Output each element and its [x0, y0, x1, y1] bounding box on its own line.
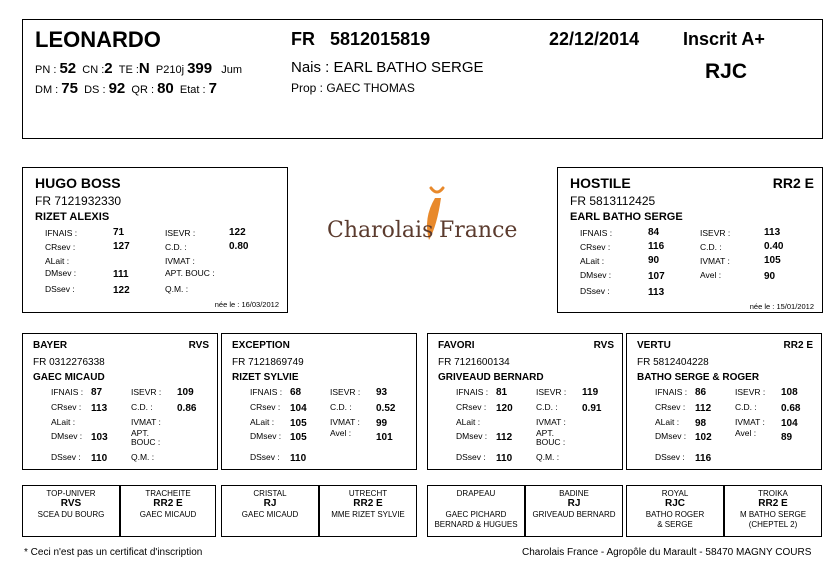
stat-label: ALait :: [456, 417, 481, 427]
great-grandparent-card: [525, 485, 623, 537]
sire-owner: RIZET ALEXIS: [35, 211, 110, 223]
great-grandparent-card: [221, 485, 319, 537]
sire-name: HUGO BOSS: [35, 175, 121, 191]
dam-dmsev: 107: [648, 271, 665, 282]
grandparent-dmsev: 102: [695, 432, 712, 443]
grandparent-registration: FR 7121600134: [438, 357, 510, 368]
stat-label: DMsev :: [655, 431, 687, 441]
great-grandparent-owner: GAEC MICAUD: [139, 510, 197, 519]
grandparent-dssev: 110: [290, 453, 307, 464]
grandparent-ifnais: 86: [695, 387, 707, 398]
great-grandparent-grade: RR2 E: [153, 498, 183, 509]
grandparent-avel: 101: [376, 432, 393, 443]
stat-label: IFNAIS :: [655, 387, 688, 397]
great-grandparent-card: [120, 485, 216, 537]
dam-crsev: 116: [648, 241, 665, 252]
sire-registration: FR 7121932330: [35, 194, 122, 208]
grandparent-isevr: 109: [177, 387, 194, 398]
stat-label: CRsev :: [250, 402, 281, 412]
stat-label: ISEVR :: [330, 387, 361, 397]
grandparent-alait: 98: [695, 418, 707, 429]
grandparent-name: EXCEPTION: [232, 340, 290, 351]
grandparent-ivmat: 104: [781, 418, 798, 429]
stat-label: Q.M. :: [131, 452, 155, 462]
logo-text-left: Charolais: [327, 218, 434, 243]
grandparent-ifnais: 81: [496, 387, 508, 398]
great-grandparent-name: ROYAL: [661, 489, 689, 498]
dam-alait: 90: [648, 255, 660, 266]
grandparent-crsev: 104: [290, 403, 307, 414]
stat-label: C.D. :: [735, 402, 757, 412]
sire-cd: 0.80: [229, 241, 249, 252]
footer-address: Charolais France - Agropôle du Marault - 58470 MAGNY COURS: [522, 547, 812, 558]
grandparent-owner: RIZET SYLVIE: [232, 372, 299, 383]
stat-label: Q.M. :: [165, 284, 189, 294]
great-grandparent-name: TOP-UNIVER: [46, 489, 96, 498]
grandparent-avel: 89: [781, 432, 793, 443]
grandparent-isevr: 119: [582, 387, 599, 398]
inscription-status: Inscrit A+: [683, 29, 765, 49]
dam-isevr: 113: [764, 227, 781, 238]
great-grandparent-name: TRACHEITE: [145, 489, 191, 498]
dam-avel: 90: [764, 271, 776, 282]
grandparent-ivmat: 99: [376, 418, 388, 429]
stat-label: CRsev :: [655, 402, 686, 412]
stat-label: IFNAIS :: [250, 387, 283, 397]
grandparent-owner: GAEC MICAUD: [33, 372, 105, 383]
great-grandparent-owner: SCEA DU BOURG: [37, 510, 105, 519]
stat-label: C.D. :: [536, 402, 558, 412]
stat-label: C.D. :: [165, 242, 187, 252]
great-grandparent-name: DRAPEAU: [456, 489, 496, 498]
grandparent-dssev: 116: [695, 453, 712, 464]
sire-card: [22, 167, 288, 313]
grandparent-ifnais: 87: [91, 387, 103, 398]
dam-cd: 0.40: [764, 241, 784, 252]
stat-label: C.D. :: [131, 402, 153, 412]
footer-note: * Ceci n'est pas un certificat d'inscription: [24, 547, 203, 558]
grandparent-ifnais: 68: [290, 387, 302, 398]
stat-label: DSsev :: [51, 452, 81, 462]
grandparent-dmsev: 103: [91, 432, 108, 443]
stat-label: IFNAIS :: [45, 228, 78, 238]
animal-header: [22, 19, 823, 139]
animal-performance-line-1: PN : 52 CN :2 TE :N P210j 399 Jum: [35, 60, 243, 77]
sire-isevr: 122: [229, 227, 246, 238]
stat-label: ISEVR :: [131, 387, 162, 397]
great-grandparent-card: [427, 485, 525, 537]
sire-dssev: 122: [113, 285, 130, 296]
grandparent-isevr: 108: [781, 387, 798, 398]
grandparent-grade: RVS: [593, 340, 614, 351]
dam-ifnais: 84: [648, 227, 660, 238]
stat-label: IFNAIS :: [51, 387, 84, 397]
grandparent-grade: RR2 E: [783, 340, 813, 351]
grandparent-cd: 0.68: [781, 403, 801, 414]
stat-label: APT. BOUC :: [165, 268, 215, 278]
stat-label: ISEVR :: [165, 228, 196, 238]
grandparent-crsev: 120: [496, 403, 513, 414]
grandparent-card: [427, 333, 623, 470]
grandparent-dssev: 110: [496, 453, 513, 464]
stat-label: IVMAT :: [165, 256, 195, 266]
stat-label: DMsev :: [250, 431, 282, 441]
stat-label: ALait :: [51, 417, 76, 427]
charolais-france-logo: [325, 182, 525, 252]
grandparent-cd: 0.52: [376, 403, 396, 414]
great-grandparent-card: [22, 485, 120, 537]
stat-label: IVMAT :: [330, 417, 360, 427]
stat-label: IVMAT :: [536, 417, 566, 427]
grandparent-card: [626, 333, 822, 470]
stat-label: DSsev :: [456, 452, 486, 462]
grandparent-registration: FR 0312276338: [33, 357, 105, 368]
great-grandparent-name: CRISTAL: [253, 489, 287, 498]
grandparent-cd: 0.91: [582, 403, 602, 414]
stat-label: DSsev :: [655, 452, 685, 462]
grandparent-cd: 0.86: [177, 403, 197, 414]
grandparent-registration: FR 7121869749: [232, 357, 304, 368]
stat-label: IFNAIS :: [456, 387, 489, 397]
stat-label: ALait :: [580, 256, 605, 266]
great-grandparent-card: [724, 485, 822, 537]
stat-label: C.D. :: [330, 402, 352, 412]
grandparent-card: [221, 333, 417, 470]
stat-label: DMsev :: [51, 431, 83, 441]
great-grandparent-grade: RVS: [60, 498, 82, 509]
stat-label: C.D. :: [700, 242, 722, 252]
stat-label: DMsev :: [580, 270, 612, 280]
stat-label: DMsev :: [45, 268, 77, 278]
stat-label: IFNAIS :: [580, 228, 613, 238]
great-grandparent-name: BADINE: [559, 489, 589, 498]
stat-label: ISEVR :: [700, 228, 731, 238]
animal-grade: RJC: [705, 60, 748, 83]
stat-label: Q.M. :: [536, 452, 560, 462]
sire-birth-date: née le : 16/03/2012: [214, 300, 279, 309]
stat-label: Avel :: [330, 428, 352, 438]
animal-name: LEONARDO: [35, 27, 161, 52]
grandparent-card: [22, 333, 218, 470]
grandparent-grade: RVS: [188, 340, 209, 351]
great-grandparent-grade: RJC: [664, 498, 685, 509]
stat-label: ALait :: [250, 417, 275, 427]
great-grandparent-name: TROIKA: [758, 489, 788, 498]
animal-breeder: Nais : EARL BATHO SERGE: [291, 59, 484, 76]
grandparent-owner: BATHO SERGE & ROGER: [637, 372, 760, 383]
grandparent-crsev: 113: [91, 403, 108, 414]
dam-card: [557, 167, 823, 313]
grandparent-name: VERTU: [637, 340, 671, 351]
dam-dssev: 113: [648, 287, 665, 298]
stat-label: Avel :: [700, 270, 722, 280]
stat-label: IVMAT :: [700, 256, 730, 266]
dam-owner: EARL BATHO SERGE: [570, 211, 683, 223]
stat-label: DSsev :: [250, 452, 280, 462]
dam-birth-date: née le : 15/01/2012: [749, 302, 814, 311]
great-grandparent-grade: RR2 E: [758, 498, 788, 509]
sire-dmsev: 111: [113, 269, 129, 280]
grandparent-name: FAVORI: [438, 340, 475, 351]
stat-label: Avel :: [735, 428, 757, 438]
great-grandparent-owner: GRIVEAUD BERNARD: [532, 510, 616, 519]
stat-label: DSsev :: [45, 284, 75, 294]
great-grandparent-owner: MME RIZET SYLVIE: [331, 510, 405, 519]
great-grandparent-card: [626, 485, 724, 537]
logo-text-right: France: [439, 218, 518, 243]
animal-owner: Prop : GAEC THOMAS: [291, 81, 415, 95]
stat-label: CRsev :: [45, 242, 76, 252]
dam-registration: FR 5813112425: [570, 194, 656, 208]
dam-ivmat: 105: [764, 255, 781, 266]
grandparent-dmsev: 112: [496, 432, 513, 443]
stat-label: ALait :: [45, 256, 70, 266]
sire-crsev: 127: [113, 241, 130, 252]
stat-label: CRsev :: [580, 242, 611, 252]
stat-label: IVMAT :: [735, 417, 765, 427]
grandparent-owner: GRIVEAUD BERNARD: [438, 372, 544, 383]
great-grandparent-owner: M BATHO SERGE (CHEPTEL 2): [739, 510, 807, 529]
great-grandparent-card: [319, 485, 417, 537]
stat-label: DSsev :: [580, 286, 610, 296]
stat-label: CRsev :: [51, 402, 82, 412]
stat-label: ISEVR :: [735, 387, 766, 397]
great-grandparent-grade: RJ: [263, 498, 277, 509]
great-grandparent-owner: GAEC PICHARD BERNARD & HUGUES: [434, 510, 518, 529]
great-grandparent-owner: GAEC MICAUD: [241, 510, 299, 519]
stat-label: CRsev :: [456, 402, 487, 412]
animal-registration: FR 5812015819: [291, 29, 431, 49]
great-grandparent-grade: RJ: [567, 498, 581, 509]
dam-name: HOSTILE: [570, 175, 631, 191]
grandparent-alait: 105: [290, 418, 307, 429]
dam-grade: RR2 E: [772, 175, 814, 191]
great-grandparent-name: UTRECHT: [348, 489, 388, 498]
grandparent-crsev: 112: [695, 403, 712, 414]
stat-label: IVMAT :: [131, 417, 161, 427]
grandparent-isevr: 93: [376, 387, 388, 398]
grandparent-dmsev: 105: [290, 432, 307, 443]
stat-label: APT. BOUC :: [131, 428, 161, 447]
stat-label: DMsev :: [456, 431, 488, 441]
animal-performance-line-2: DM : 75 DS : 92 QR : 80 Etat : 7: [35, 80, 217, 97]
stat-label: ALait :: [655, 417, 680, 427]
great-grandparent-owner: BATHO ROGER & SERGE: [645, 510, 705, 529]
sire-ifnais: 71: [113, 227, 125, 238]
grandparent-dssev: 110: [91, 453, 108, 464]
great-grandparent-grade: RR2 E: [353, 498, 383, 509]
animal-date: 22/12/2014: [549, 29, 640, 49]
stat-label: APT. BOUC :: [536, 428, 566, 447]
grandparent-name: BAYER: [33, 340, 68, 351]
stat-label: ISEVR :: [536, 387, 567, 397]
grandparent-registration: FR 5812404228: [637, 357, 709, 368]
